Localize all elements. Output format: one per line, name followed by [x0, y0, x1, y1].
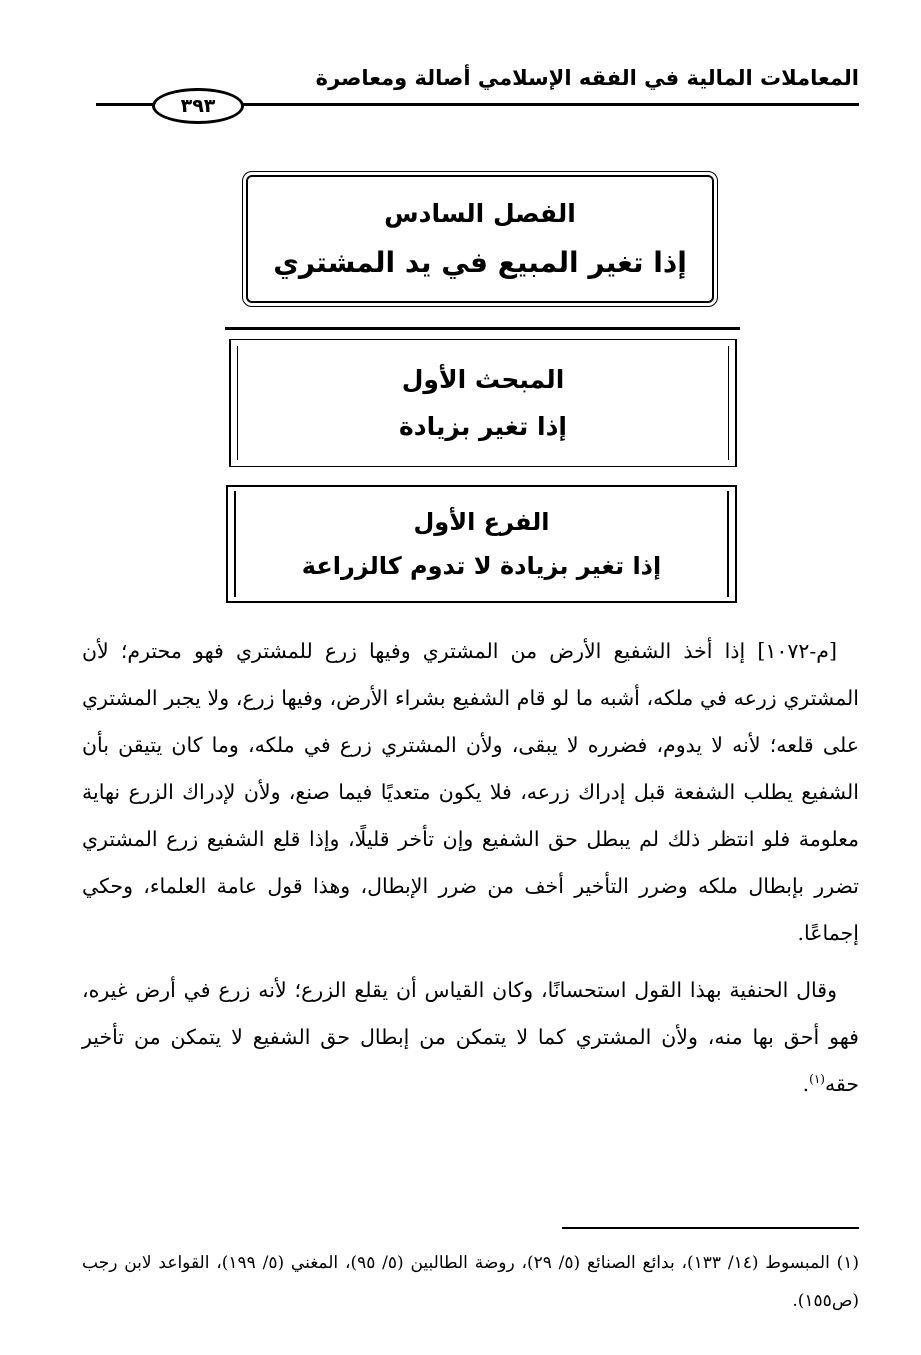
paragraph-2-text: وقال الحنفية بهذا القول استحسانًا، وكان القياس أن يقلع الزرع؛ لأنه زرع في أرض غيره، فهو أحق بها منه، ولأن المشتري كما لا يتمكن من إبطال حق الشفيع لا يتمكن من تأخير حقه [82, 978, 859, 1096]
branch-title: إذا تغير بزيادة لا تدوم كالزراعة [301, 552, 662, 580]
section-rule [225, 327, 740, 330]
paragraph-2-end: . [802, 1072, 810, 1096]
running-header-title: المعاملات المالية في الفقه الإسلامي أصالة ومعاصرة [315, 66, 859, 90]
chapter-label: الفصل السادس [384, 199, 576, 228]
footnote-rule [562, 1227, 859, 1229]
chapter-heading-box [246, 175, 714, 303]
section-label: المبحث الأول [401, 365, 565, 394]
paragraph-2 [82, 967, 859, 1108]
paragraph-1: [م-١٠٧٢] إذا أخذ الشفيع الأرض من المشتري وفيها زرع للمشتري فهو محترم؛ لأن المشتري زرعه في ملكه، أشبه ما لو قام الشفيع بشراء الأرض، وفيها زرع، ولا يجبر المشتري على قلعه؛ لأنه لا يدوم، فضرره لا يبقى، ولأن المشتري زرع في ملكه، وما كان يتيقن بأن الشفيع يطلب الشفعة قبل إدراك زرعه، فلا يكون متعديًا فيما صنع، ولأن لإدراك الزرع نهاية معلومة فلو انتظر ذلك لم يبطل حق الشفيع وإن تأخر قليلًا، وإذا قلع الشفيع زرع المشتري تضرر بإبطال ملكه وضرر التأخير أخف من ضرر الإبطال، وهذا قول عامة العلماء، وحكي إجماعًا. [82, 639, 859, 945]
body-text [82, 628, 859, 1108]
chapter-title: إذا تغير المبيع في يد المشتري [273, 246, 687, 279]
page-number: ٣٩٣ [152, 88, 244, 124]
footnote-reference[interactable]: (١) [809, 1072, 825, 1087]
branch-label: الفرع الأول [413, 508, 550, 536]
branch-heading-box [226, 485, 737, 603]
section-heading-box [229, 339, 737, 467]
footnote-text: (١) المبسوط (١٤/ ١٣٣)، بدائع الصنائع (٥/ ٢٩)، روضة الطالبين (٥/ ٩٥)، المغني (٥/ ١٩٩)، القواعد لابن رجب (ص١٥٥). [82, 1253, 860, 1311]
section-title: إذا تغير بزيادة [399, 412, 567, 441]
